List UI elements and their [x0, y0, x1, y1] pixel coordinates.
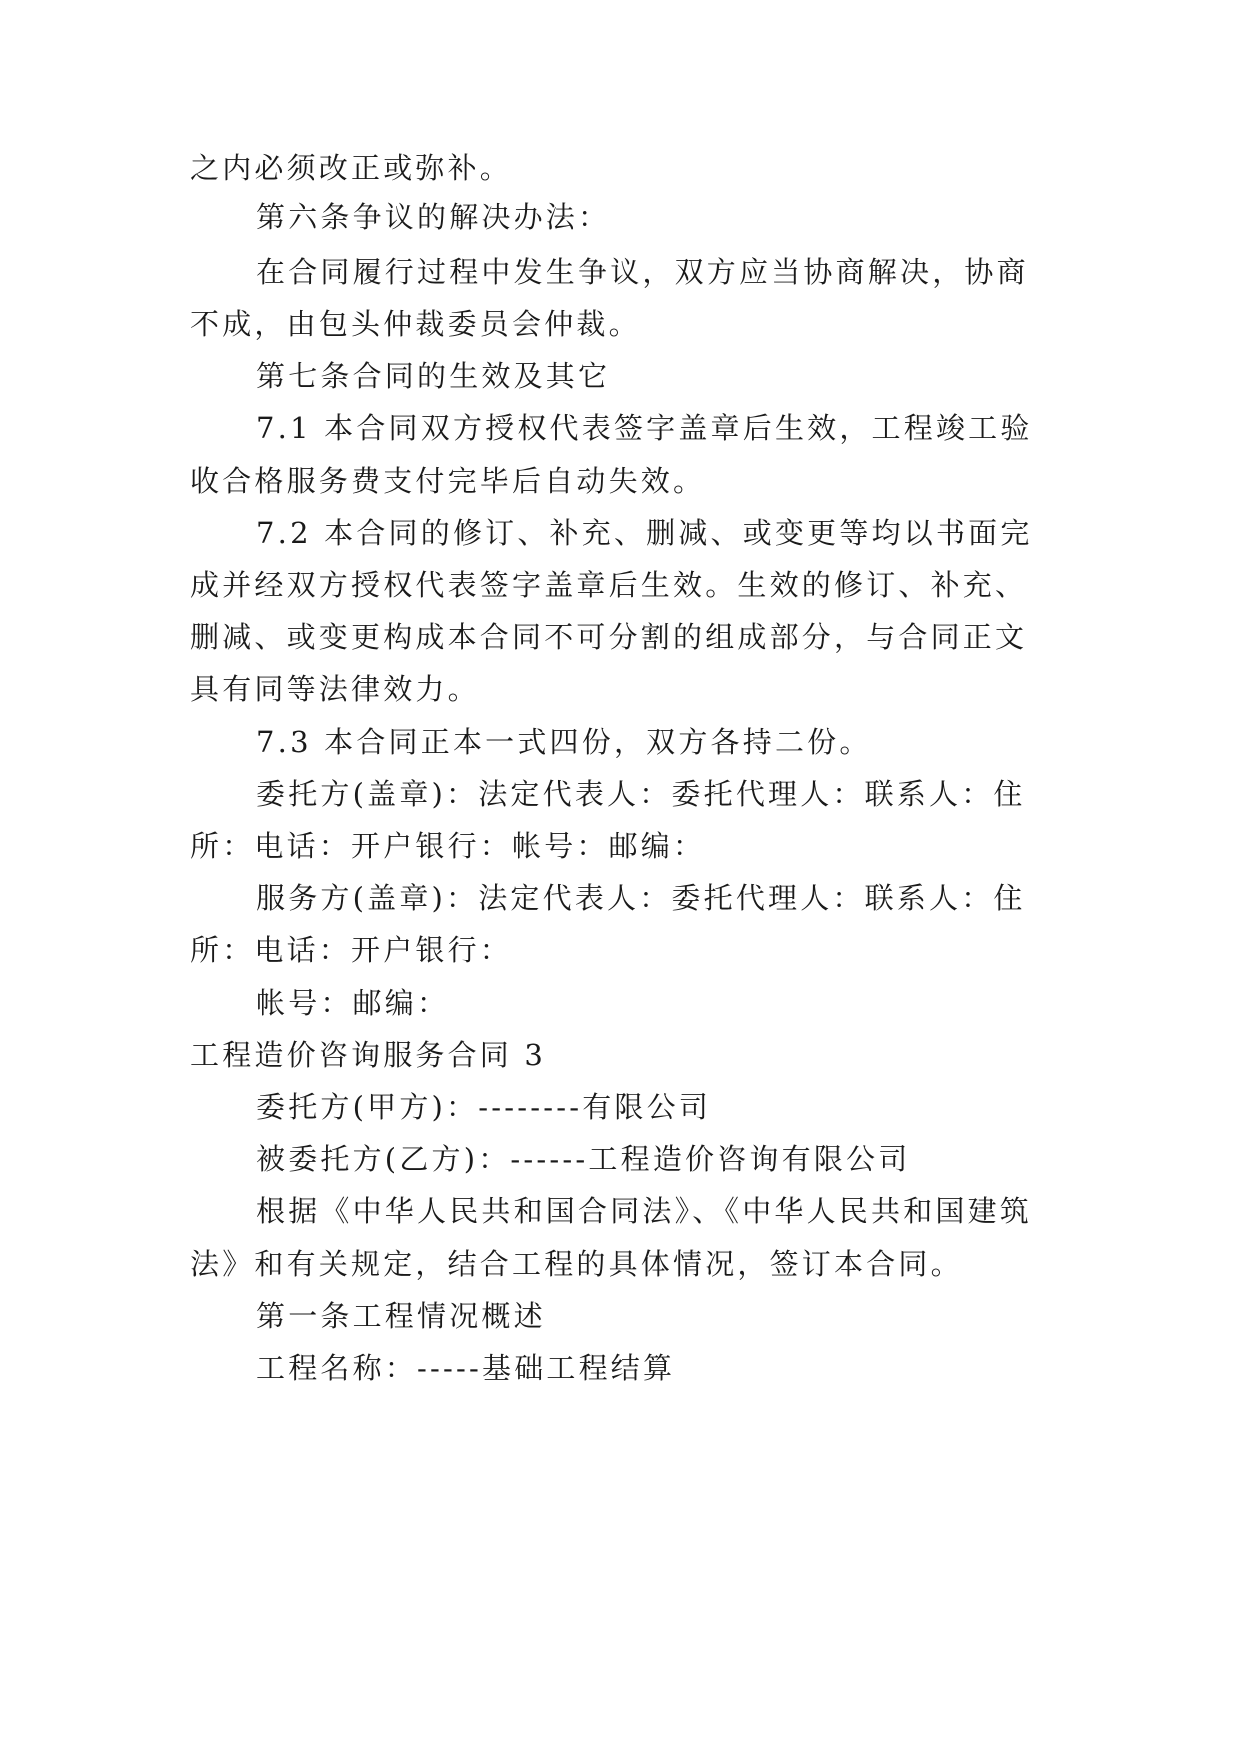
- signature-field-line: 委托方(盖章)：法定代表人：委托代理人：联系人：住: [256, 777, 1026, 811]
- signature-field-line: 所：电话：开户银行：帐号：邮编：: [190, 829, 706, 863]
- text-line: 7.3 本合同正本一式四份，双方各持二份。: [256, 725, 872, 759]
- text-line: 在合同履行过程中发生争议，双方应当协商解决，协商: [256, 255, 1029, 289]
- text-line: 法》和有关规定，结合工程的具体情况，签订本合同。: [190, 1247, 963, 1281]
- text-line: 根据《中华人民共和国合同法》、《中华人民共和国建筑: [256, 1194, 1033, 1228]
- text-line: 收合格服务费支付完毕后自动失效。: [190, 464, 706, 498]
- text-line: 7.2 本合同的修订、补充、删减、或变更等均以书面完: [256, 516, 1033, 550]
- signature-field-line: 服务方(盖章)：法定代表人：委托代理人：联系人：住: [256, 881, 1026, 915]
- party-line: 委托方(甲方)：--------有限公司: [256, 1090, 712, 1124]
- signature-field-line: 帐号：邮编：: [256, 986, 450, 1020]
- text-line: 不成，由包头仲裁委员会仲裁。: [190, 307, 641, 341]
- document-title: 工程造价咨询服务合同 3: [190, 1038, 547, 1072]
- text-line: 删减、或变更构成本合同不可分割的组成部分，与合同正文: [190, 620, 1028, 654]
- party-line: 被委托方(乙方)：------工程造价咨询有限公司: [256, 1142, 911, 1176]
- text-line: 7.1 本合同双方授权代表签字盖章后生效，工程竣工验: [256, 411, 1033, 445]
- text-line: 成并经双方授权代表签字盖章后生效。生效的修订、补充、: [190, 568, 1028, 602]
- section-heading: 第一条工程情况概述: [256, 1299, 546, 1333]
- signature-field-line: 所：电话：开户银行：: [190, 933, 513, 967]
- text-line: 之内必须改正或弥补。: [190, 151, 513, 185]
- section-heading: 第六条争议的解决办法：: [256, 200, 611, 234]
- section-heading: 第七条合同的生效及其它: [256, 359, 611, 393]
- text-line: 工程名称：-----基础工程结算: [256, 1351, 676, 1385]
- text-line: 具有同等法律效力。: [190, 672, 480, 706]
